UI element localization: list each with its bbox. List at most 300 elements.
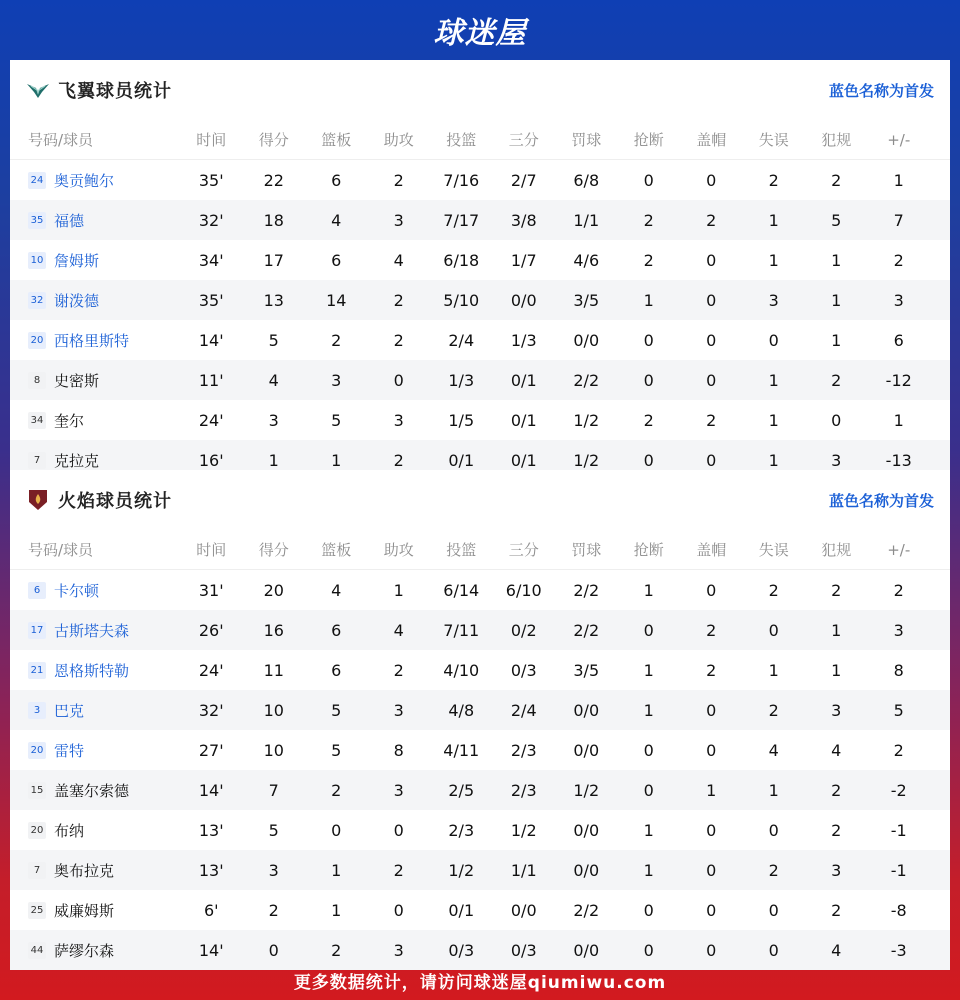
stat-rebounds: 4 <box>331 580 342 600</box>
stat-ft: 3/5 <box>573 660 600 680</box>
header-plus-minus: +/- <box>887 130 911 149</box>
stat-steals: 0 <box>643 940 654 960</box>
stat-ft: 1/2 <box>573 780 600 800</box>
jersey-number: 17 <box>28 622 46 639</box>
player-table <box>10 570 950 970</box>
stat-plus-minus: 2 <box>893 250 904 270</box>
footer-banner: 更多数据统计，请访问球迷屋qiumiwu.com <box>293 972 667 993</box>
stat-turnovers: 0 <box>768 940 779 960</box>
player-name: 奎尔 <box>54 411 85 430</box>
player-name: 克拉克 <box>54 451 100 470</box>
stat-three: 0/3 <box>510 940 537 960</box>
jersey-number: 20 <box>28 332 46 349</box>
header-assists: 助攻 <box>383 541 414 559</box>
stat-ft: 0/0 <box>573 740 600 760</box>
stat-steals: 0 <box>643 620 654 640</box>
table-row <box>10 200 950 240</box>
stat-points: 3 <box>268 860 279 880</box>
stat-ft: 1/2 <box>573 410 600 430</box>
player-cell <box>10 740 180 761</box>
stat-blocks: 0 <box>706 290 717 310</box>
stat-steals: 0 <box>643 450 654 470</box>
stat-assists: 2 <box>393 860 404 880</box>
jersey-number: 21 <box>28 662 46 679</box>
stat-turnovers: 2 <box>768 860 779 880</box>
stat-assists: 4 <box>393 620 404 640</box>
stat-fg: 4/11 <box>443 740 480 760</box>
stat-turnovers: 1 <box>768 450 779 470</box>
stat-ft: 6/8 <box>573 170 600 190</box>
player-cell <box>10 620 180 641</box>
player-cell <box>10 860 180 881</box>
jersey-number: 8 <box>28 372 46 389</box>
stat-three: 1/7 <box>510 250 537 270</box>
stat-time: 13' <box>198 860 224 880</box>
stat-points: 0 <box>268 940 279 960</box>
header-time: 时间 <box>196 541 227 559</box>
stat-blocks: 0 <box>706 820 717 840</box>
stat-fg: 0/1 <box>448 900 475 920</box>
stat-assists: 1 <box>393 580 404 600</box>
stat-time: 35' <box>198 170 224 190</box>
table-row <box>10 320 950 360</box>
player-name[interactable]: 詹姆斯 <box>54 251 100 270</box>
header-player: 号码/球员 <box>28 541 94 559</box>
stat-turnovers: 0 <box>768 620 779 640</box>
stat-fouls: 2 <box>831 170 842 190</box>
stat-blocks: 2 <box>706 620 717 640</box>
stat-fg: 0/3 <box>448 940 475 960</box>
stat-three: 2/4 <box>510 700 537 720</box>
stat-ft: 4/6 <box>573 250 600 270</box>
stat-plus-minus: 2 <box>893 740 904 760</box>
stat-fg: 7/16 <box>443 170 480 190</box>
stat-turnovers: 1 <box>768 210 779 230</box>
stat-ft: 0/0 <box>573 330 600 350</box>
player-cell <box>10 290 180 311</box>
stat-fg: 6/14 <box>443 580 480 600</box>
stat-rebounds: 3 <box>331 370 342 390</box>
player-name: 威廉姆斯 <box>54 901 115 920</box>
jersey-number: 15 <box>28 782 46 799</box>
stat-three: 2/3 <box>510 740 537 760</box>
stat-time: 24' <box>198 660 224 680</box>
stat-rebounds: 2 <box>331 940 342 960</box>
player-name: 奥布拉克 <box>54 861 115 880</box>
stat-steals: 1 <box>643 860 654 880</box>
player-name[interactable]: 巴克 <box>54 701 85 720</box>
stat-turnovers: 0 <box>768 330 779 350</box>
stat-fouls: 2 <box>831 820 842 840</box>
table-row <box>10 770 950 810</box>
team-card-wings <box>10 60 950 470</box>
stat-three: 0/2 <box>510 620 537 640</box>
jersey-number: 34 <box>28 412 46 429</box>
stat-fouls: 2 <box>831 580 842 600</box>
stat-plus-minus: 7 <box>893 210 904 230</box>
player-cell <box>10 330 180 351</box>
stat-points: 5 <box>268 820 279 840</box>
stat-plus-minus: 6 <box>893 330 904 350</box>
player-name: 盖塞尔索德 <box>54 781 130 800</box>
starter-note: 蓝色名称为首发 <box>828 491 934 510</box>
header-blocks: 盖帽 <box>696 131 727 149</box>
stat-fouls: 1 <box>831 660 842 680</box>
stat-ft: 0/0 <box>573 820 600 840</box>
stat-points: 10 <box>263 700 284 720</box>
stat-rebounds: 6 <box>331 620 342 640</box>
player-cell <box>10 780 180 801</box>
team-header <box>10 470 950 530</box>
stat-plus-minus: 2 <box>893 580 904 600</box>
player-cell <box>10 370 180 391</box>
stat-time: 24' <box>198 410 224 430</box>
stat-points: 5 <box>268 330 279 350</box>
stat-points: 18 <box>263 210 284 230</box>
stat-steals: 2 <box>643 410 654 430</box>
stat-time: 13' <box>198 820 224 840</box>
starter-note: 蓝色名称为首发 <box>828 81 934 100</box>
jersey-number: 44 <box>28 942 46 959</box>
player-cell <box>10 210 180 231</box>
stat-steals: 1 <box>643 660 654 680</box>
stat-blocks: 0 <box>706 580 717 600</box>
stat-rebounds: 1 <box>331 900 342 920</box>
stat-assists: 2 <box>393 330 404 350</box>
stat-time: 34' <box>198 250 224 270</box>
stat-assists: 3 <box>393 410 404 430</box>
player-cell <box>10 410 180 431</box>
stat-assists: 2 <box>393 660 404 680</box>
stat-ft: 0/0 <box>573 940 600 960</box>
jersey-number: 35 <box>28 212 46 229</box>
stat-rebounds: 2 <box>331 330 342 350</box>
stat-assists: 4 <box>393 250 404 270</box>
table-row <box>10 610 950 650</box>
player-cell <box>10 250 180 271</box>
stat-steals: 1 <box>643 700 654 720</box>
header-fg: 投篮 <box>446 131 477 149</box>
stat-assists: 0 <box>393 820 404 840</box>
stat-steals: 0 <box>643 780 654 800</box>
stat-rebounds: 2 <box>331 780 342 800</box>
stat-time: 6' <box>203 900 219 920</box>
player-name[interactable]: 西格里斯特 <box>54 331 130 350</box>
header-ft: 罚球 <box>571 131 602 149</box>
stat-steals: 1 <box>643 290 654 310</box>
stat-assists: 0 <box>393 900 404 920</box>
stat-fouls: 4 <box>831 940 842 960</box>
header-assists: 助攻 <box>383 131 414 149</box>
player-cell <box>10 820 180 841</box>
table-row <box>10 240 950 280</box>
header-fg: 投篮 <box>446 541 477 559</box>
header-turnovers: 失误 <box>758 131 789 149</box>
stat-steals: 0 <box>643 170 654 190</box>
stat-blocks: 0 <box>706 370 717 390</box>
stat-steals: 2 <box>643 250 654 270</box>
stat-turnovers: 1 <box>768 660 779 680</box>
stat-rebounds: 14 <box>326 290 347 310</box>
stat-rebounds: 1 <box>331 860 342 880</box>
stat-points: 4 <box>268 370 279 390</box>
stat-steals: 1 <box>643 820 654 840</box>
player-cell <box>10 580 180 601</box>
jersey-number: 7 <box>28 452 46 469</box>
stat-assists: 2 <box>393 290 404 310</box>
player-cell <box>10 450 180 471</box>
stat-three: 1/2 <box>510 820 537 840</box>
team-title: 飞翼球员统计 <box>58 81 172 102</box>
header-blocks: 盖帽 <box>696 541 727 559</box>
stat-time: 14' <box>198 780 224 800</box>
stat-rebounds: 6 <box>331 660 342 680</box>
stat-fg: 2/3 <box>448 820 475 840</box>
player-name[interactable]: 恩格斯特勒 <box>54 661 130 680</box>
stat-ft: 2/2 <box>573 580 600 600</box>
stat-blocks: 1 <box>706 780 717 800</box>
stat-steals: 2 <box>643 210 654 230</box>
stat-fouls: 1 <box>831 330 842 350</box>
stat-ft: 2/2 <box>573 620 600 640</box>
stat-turnovers: 0 <box>768 900 779 920</box>
stat-fg: 5/10 <box>443 290 480 310</box>
stat-plus-minus: -12 <box>885 370 912 390</box>
stat-time: 16' <box>198 450 224 470</box>
stat-rebounds: 1 <box>331 450 342 470</box>
stat-fg: 2/5 <box>448 780 475 800</box>
stat-points: 1 <box>268 450 279 470</box>
stat-fg: 7/17 <box>443 210 480 230</box>
header-player: 号码/球员 <box>28 131 94 149</box>
player-cell <box>10 900 180 921</box>
stat-ft: 2/2 <box>573 900 600 920</box>
stat-three: 1/3 <box>510 330 537 350</box>
stat-fg: 1/3 <box>448 370 475 390</box>
player-name[interactable]: 古斯塔夫森 <box>54 621 130 640</box>
stat-fg: 7/11 <box>443 620 480 640</box>
stat-rebounds: 5 <box>331 410 342 430</box>
stat-fg: 4/8 <box>448 700 475 720</box>
stat-plus-minus: 5 <box>893 700 904 720</box>
player-name[interactable]: 卡尔顿 <box>54 581 100 600</box>
stat-three: 0/0 <box>510 290 537 310</box>
stat-points: 11 <box>263 660 284 680</box>
stat-rebounds: 6 <box>331 170 342 190</box>
team-card-fire <box>10 470 950 960</box>
header-three: 三分 <box>508 541 539 559</box>
table-row <box>10 890 950 930</box>
stat-points: 7 <box>268 780 279 800</box>
stat-fouls: 3 <box>831 450 842 470</box>
stat-three: 0/0 <box>510 900 537 920</box>
top-header <box>0 0 960 60</box>
header-plus-minus: +/- <box>887 540 911 559</box>
stat-points: 13 <box>263 290 284 310</box>
player-name: 史密斯 <box>54 371 100 390</box>
stat-fouls: 0 <box>831 410 842 430</box>
stat-assists: 3 <box>393 210 404 230</box>
jersey-number: 7 <box>28 862 46 879</box>
jersey-number: 20 <box>28 742 46 759</box>
stat-fouls: 4 <box>831 740 842 760</box>
stat-points: 20 <box>263 580 284 600</box>
stat-blocks: 0 <box>706 740 717 760</box>
stat-plus-minus: -1 <box>890 860 907 880</box>
stat-blocks: 0 <box>706 450 717 470</box>
team-header <box>10 60 950 120</box>
stat-plus-minus: -8 <box>890 900 907 920</box>
stat-time: 14' <box>198 940 224 960</box>
stat-blocks: 2 <box>706 410 717 430</box>
stat-blocks: 0 <box>706 250 717 270</box>
stat-turnovers: 0 <box>768 820 779 840</box>
stat-three: 0/1 <box>510 450 537 470</box>
stat-time: 27' <box>198 740 224 760</box>
stat-blocks: 0 <box>706 940 717 960</box>
stat-rebounds: 4 <box>331 210 342 230</box>
stat-turnovers: 2 <box>768 700 779 720</box>
wings-logo-icon <box>26 78 50 102</box>
table-row <box>10 730 950 770</box>
header-steals: 抢断 <box>633 541 664 559</box>
stat-three: 2/3 <box>510 780 537 800</box>
stat-turnovers: 4 <box>768 740 779 760</box>
player-name: 布纳 <box>54 821 85 840</box>
stat-ft: 2/2 <box>573 370 600 390</box>
stat-steals: 0 <box>643 740 654 760</box>
table-row <box>10 650 950 690</box>
stat-steals: 0 <box>643 370 654 390</box>
stat-steals: 0 <box>643 330 654 350</box>
table-header <box>10 120 950 160</box>
stat-three: 2/7 <box>510 170 537 190</box>
header-fouls: 犯规 <box>821 541 852 559</box>
header-turnovers: 失误 <box>758 541 789 559</box>
stat-time: 32' <box>198 700 224 720</box>
stat-plus-minus: -3 <box>890 940 907 960</box>
stat-rebounds: 0 <box>331 820 342 840</box>
stat-three: 0/1 <box>510 410 537 430</box>
stat-blocks: 0 <box>706 900 717 920</box>
header-time: 时间 <box>196 131 227 149</box>
stat-fouls: 2 <box>831 900 842 920</box>
stat-turnovers: 1 <box>768 250 779 270</box>
stat-fouls: 2 <box>831 370 842 390</box>
stat-turnovers: 2 <box>768 580 779 600</box>
header-points: 得分 <box>258 131 289 149</box>
stat-points: 10 <box>263 740 284 760</box>
stat-three: 6/10 <box>505 580 542 600</box>
stat-three: 1/1 <box>510 860 537 880</box>
jersey-number: 32 <box>28 292 46 309</box>
header-three: 三分 <box>508 131 539 149</box>
fire-logo-icon <box>26 488 50 512</box>
stat-fouls: 3 <box>831 700 842 720</box>
stat-points: 3 <box>268 410 279 430</box>
stat-points: 22 <box>263 170 284 190</box>
stat-fouls: 5 <box>831 210 842 230</box>
table-row <box>10 810 950 850</box>
stat-fouls: 3 <box>831 860 842 880</box>
stat-plus-minus: 3 <box>893 620 904 640</box>
player-cell <box>10 940 180 961</box>
stat-three: 0/1 <box>510 370 537 390</box>
stat-rebounds: 6 <box>331 250 342 270</box>
stat-time: 31' <box>198 580 224 600</box>
stat-plus-minus: 3 <box>893 290 904 310</box>
table-row <box>10 280 950 320</box>
stat-ft: 0/0 <box>573 700 600 720</box>
stat-time: 11' <box>198 370 224 390</box>
header-points: 得分 <box>258 541 289 559</box>
stat-time: 32' <box>198 210 224 230</box>
stat-fg: 1/5 <box>448 410 475 430</box>
jersey-number: 10 <box>28 252 46 269</box>
stat-turnovers: 1 <box>768 780 779 800</box>
player-name[interactable]: 奥贡鲍尔 <box>54 171 115 190</box>
stat-plus-minus: 1 <box>893 410 904 430</box>
stat-turnovers: 1 <box>768 370 779 390</box>
header-ft: 罚球 <box>571 541 602 559</box>
stat-turnovers: 3 <box>768 290 779 310</box>
jersey-number: 25 <box>28 902 46 919</box>
stat-assists: 3 <box>393 700 404 720</box>
table-row <box>10 400 950 440</box>
stat-time: 14' <box>198 330 224 350</box>
stat-ft: 1/1 <box>573 210 600 230</box>
player-name[interactable]: 雷特 <box>54 741 85 760</box>
stat-fg: 2/4 <box>448 330 475 350</box>
stat-turnovers: 2 <box>768 170 779 190</box>
stat-steals: 1 <box>643 580 654 600</box>
player-cell <box>10 170 180 191</box>
stat-rebounds: 5 <box>331 700 342 720</box>
stat-fouls: 1 <box>831 620 842 640</box>
jersey-number: 20 <box>28 822 46 839</box>
stat-plus-minus: -2 <box>890 780 907 800</box>
stat-fg: 6/18 <box>443 250 480 270</box>
stat-fouls: 1 <box>831 250 842 270</box>
stat-steals: 0 <box>643 900 654 920</box>
stat-blocks: 2 <box>706 660 717 680</box>
stat-assists: 3 <box>393 780 404 800</box>
player-cell <box>10 660 180 681</box>
stat-plus-minus: 8 <box>893 660 904 680</box>
team-title: 火焰球员统计 <box>58 491 172 512</box>
table-row <box>10 570 950 610</box>
player-name[interactable]: 福德 <box>54 211 85 230</box>
stat-assists: 8 <box>393 740 404 760</box>
stat-blocks: 0 <box>706 330 717 350</box>
stat-ft: 3/5 <box>573 290 600 310</box>
stat-points: 2 <box>268 900 279 920</box>
stat-plus-minus: 1 <box>893 170 904 190</box>
jersey-number: 24 <box>28 172 46 189</box>
player-name[interactable]: 谢泼德 <box>54 291 100 310</box>
stat-points: 17 <box>263 250 284 270</box>
stat-fg: 0/1 <box>448 450 475 470</box>
table-row <box>10 360 950 400</box>
stat-turnovers: 1 <box>768 410 779 430</box>
stat-time: 26' <box>198 620 224 640</box>
header-steals: 抢断 <box>633 131 664 149</box>
stat-rebounds: 5 <box>331 740 342 760</box>
header-rebounds: 篮板 <box>321 541 352 559</box>
stat-blocks: 2 <box>706 210 717 230</box>
player-name: 萨缪尔森 <box>54 941 115 960</box>
jersey-number: 3 <box>28 702 46 719</box>
